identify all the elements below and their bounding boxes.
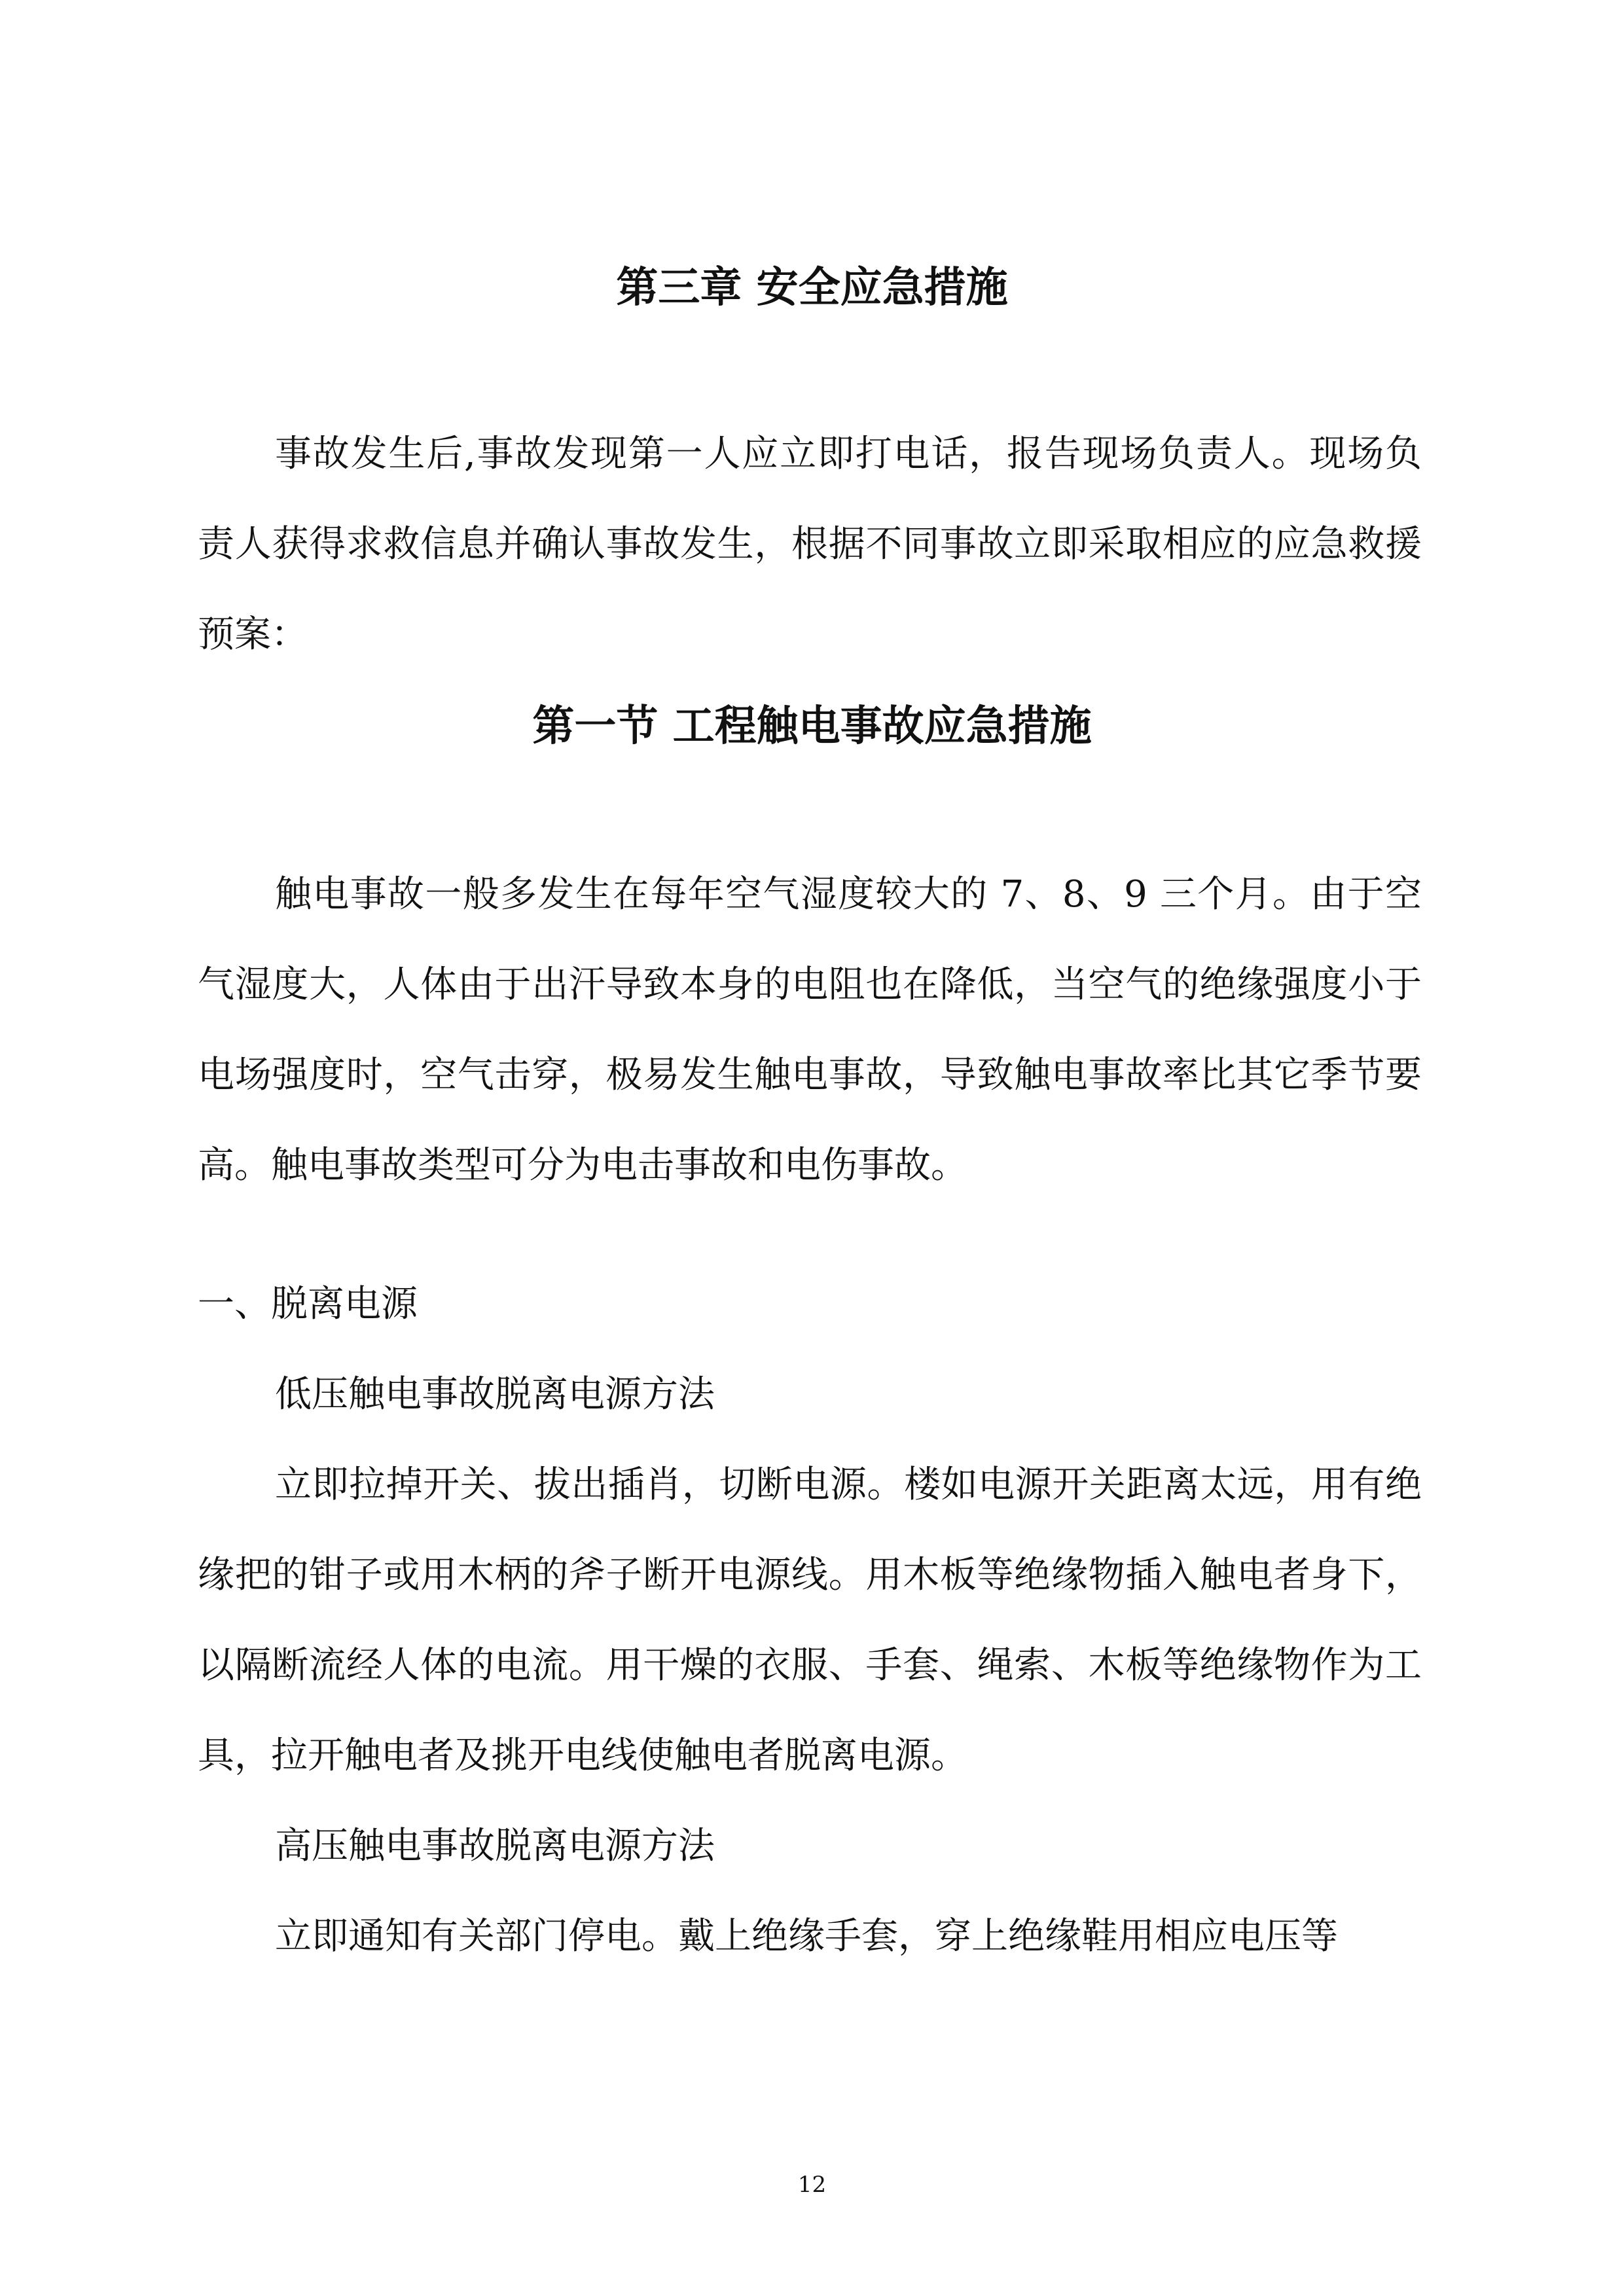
- intro-paragraph: 事故发生后,事故发现第一人应立即打电话，报告现场负责人。现场负责人获得求救信息并确认事故发生，根据不同事故立即采取相应的应急救援预案：: [198, 433, 1422, 656]
- chapter-title: 第三章 安全应急措施: [616, 263, 1008, 312]
- subsection-heading: 一、脱离电源: [198, 1283, 418, 1325]
- section-title: 第一节 工程触电事故应急措施: [532, 702, 1092, 751]
- high-voltage-heading: 高压触电事故脱离电源方法: [275, 1825, 715, 1867]
- high-voltage-paragraph: 立即通知有关部门停电。戴上绝缘手套，穿上绝缘鞋用相应电压等: [275, 1915, 1338, 1958]
- low-voltage-heading: 低压触电事故脱离电源方法: [275, 1373, 715, 1416]
- section-paragraph: 触电事故一般多发生在每年空气湿度较大的 7、8、9 三个月。由于空气湿度大，人体由于出汗导致本身的电阻也在降低，当空气的绝缘强度小于电场强度时，空气击穿，极易发生触电事故，导致触电事故率比其它季节要高。触电事故类型可分为电击事故和电伤事故。: [198, 873, 1422, 1187]
- low-voltage-paragraph: 立即拉掉开关、拔出插肖，切断电源。楼如电源开关距离太远，用有绝缘把的钳子或用木柄的斧子断开电源线。用木板等绝缘物插入触电者身下，以隔断流经人体的电流。用干燥的衣服、手套、绳索、木板等绝缘物作为工具，拉开触电者及挑开电线使触电者脱离电源。: [198, 1463, 1422, 1777]
- page-number: 12: [797, 2172, 827, 2198]
